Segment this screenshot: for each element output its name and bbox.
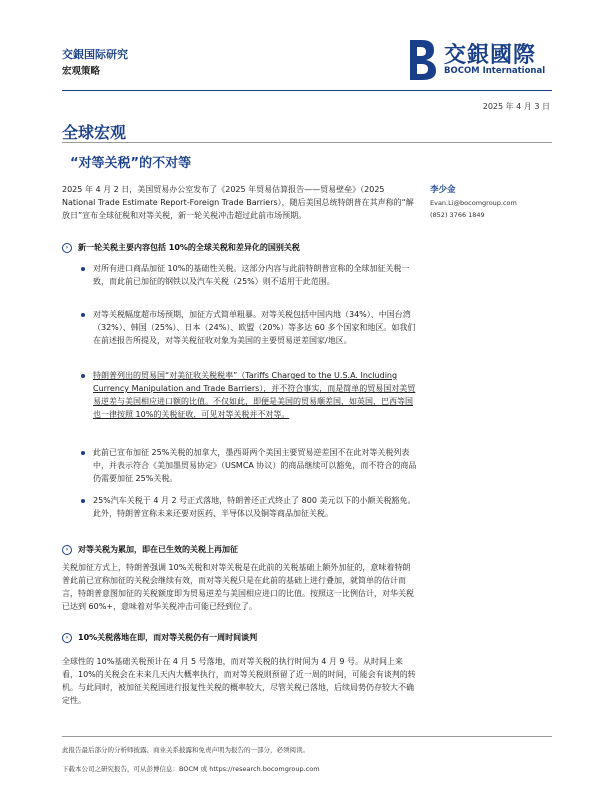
title-divider [62,142,552,143]
circle-bullet-icon: › [62,545,72,555]
section-heading-text: 对等关税为累加，即在已生效的关税上再加征 [78,545,238,554]
list-item [93,446,418,485]
footer-download-info[interactable]: 下载本公司之研究报告，可从彭博信息：BOCM 或 https://research.bocomgroup.com [62,765,320,773]
section-heading-text: 新一轮关税主要内容包括 10%的全球关税和差异化的国别关税 [78,243,300,252]
bullet-dot-icon [81,451,85,455]
bocom-logo-icon [404,38,438,82]
section-heading-2 [62,544,238,555]
section-heading-text: 10%关税落地在即，而对等关税仍有一周时间谈判 [78,633,258,642]
section-paragraph-2: 关税加征方式上，特朗普强调 10%关税和对等关税是在此前的关税基础上额外加征的，意味着特朗普此前已宣称加征的关税会继续有效，而对等关税只是在此前的基础上进行叠加，就简单的估计而言，特朗普意图加征的关税额度即为贸易逆差与美国相应进口的比值。按照这一比例估计，对华关税已达到 60%+，意味着对华关税冲击可能已经到位了。 [62,563,414,611]
list-item [93,369,418,421]
author-phone: (852) 3766 1849 [430,211,485,219]
list-item-text: 对所有进口商品加征 10%的基础性关税。这部分内容与此前特朗普宣称的全球加征关税一致，而此前已加征的钢铁以及汽车关税（25%）则不适用于此范围。 [93,264,410,286]
circle-bullet-icon: › [62,633,72,643]
bullet-dot-icon [81,313,85,317]
section-title: 全球宏观 [62,123,127,142]
bullet-dot-icon [81,267,85,271]
section-paragraph-3: 全球性的 10%基础关税预计在 4 月 5 号落地，而对等关税的执行时间为 4 月 9 号。从时间上来看，10%的关税会在未来几天内大概率执行，而对等关税则预留了近一周的时间，可能会有谈判的转机。与此同时，被加征关税国进行报复性关税的概率较大，尽管关税已落地，后续局势仍存较大不确定性。 [62,657,416,705]
footer-divider [62,736,552,737]
company-logo [404,38,564,82]
header-divider [62,90,552,91]
logo-english-name: BOCOM International [444,66,546,76]
list-item [93,262,418,288]
report-title: “对等关税”的不对等 [70,156,192,171]
bullet-dot-icon [81,374,85,378]
list-item-text: 此前已宣布加征 25%关税的加拿大，墨西哥两个美国主要贸易逆差国不在此对等关税列表中，并表示符合《美加墨贸易协定》（USMCA 协议）的商品继续可以豁免，而不符合的商品仍需要加征 25%关税。 [93,448,417,483]
author-name: 李少金 [430,185,456,195]
logo-chinese-name: 交銀國際 [444,43,537,68]
bullet-dot-icon [81,499,85,503]
firm-name: 交銀国际研究 [62,48,128,61]
author-email[interactable]: Evan.Li@bocomgroup.com [430,199,517,207]
report-date: 2025 年 4 月 3 日 [482,102,550,111]
section-heading-3 [62,632,257,643]
list-item-text: 25%汽车关税于 4 月 2 号正式落地，特朗普还正式终止了 800 美元以下的小额关税豁免。此外，特朗普宣称未来还要对医药、半导体以及铜等商品加征关税。 [93,496,416,518]
circle-bullet-icon: › [62,243,72,253]
section-heading-1 [62,242,300,253]
list-item-text: 对等关税幅度超市场预期，加征方式简单粗暴。对等关税包括中国内地（34%）、中国台湾（32%）、韩国（25%）、日本（24%）、欧盟（20%）等多达 60 多个国家和地区。如我们在前述报告所提及，对等关税征收对象为美国的主要贸易逆差国家/地区。 [93,310,416,345]
report-category: 宏观策略 [62,66,101,77]
list-item [93,494,418,520]
list-item-text: 特朗普列出的贸易国“对美征收关税税率”（Tariffs Charged to the U.S.A. Including Currency Manipulation and Trade Barriers），并不符合事实，而是简单的贸易国对美贸易逆差与美国相应进口额的比值。不仅如此，即便是美国的贸易顺差国，如英国，巴西等国也一律按照 10%的关税征收，可见对等关税并不对等。 [93,371,416,419]
intro-paragraph: 2025 年 4 月 2 日，美国贸易办公室发布了《2025 年贸易估算报告——贸易壁垒》（2025 National Trade Estimate Report-Foreign Trade Barriers），随后美国总统特朗普在其声称的“解放日”宣布全球征税和对等关税，新一轮关税冲击超过此前市场预期。 [62,185,414,220]
list-item [93,308,418,347]
author-contact [430,197,517,221]
footer-disclaimer: 此报告最后部分的分析师披露、商业关系披露和免责声明为报告的一部分，必须阅读。 [62,746,309,754]
